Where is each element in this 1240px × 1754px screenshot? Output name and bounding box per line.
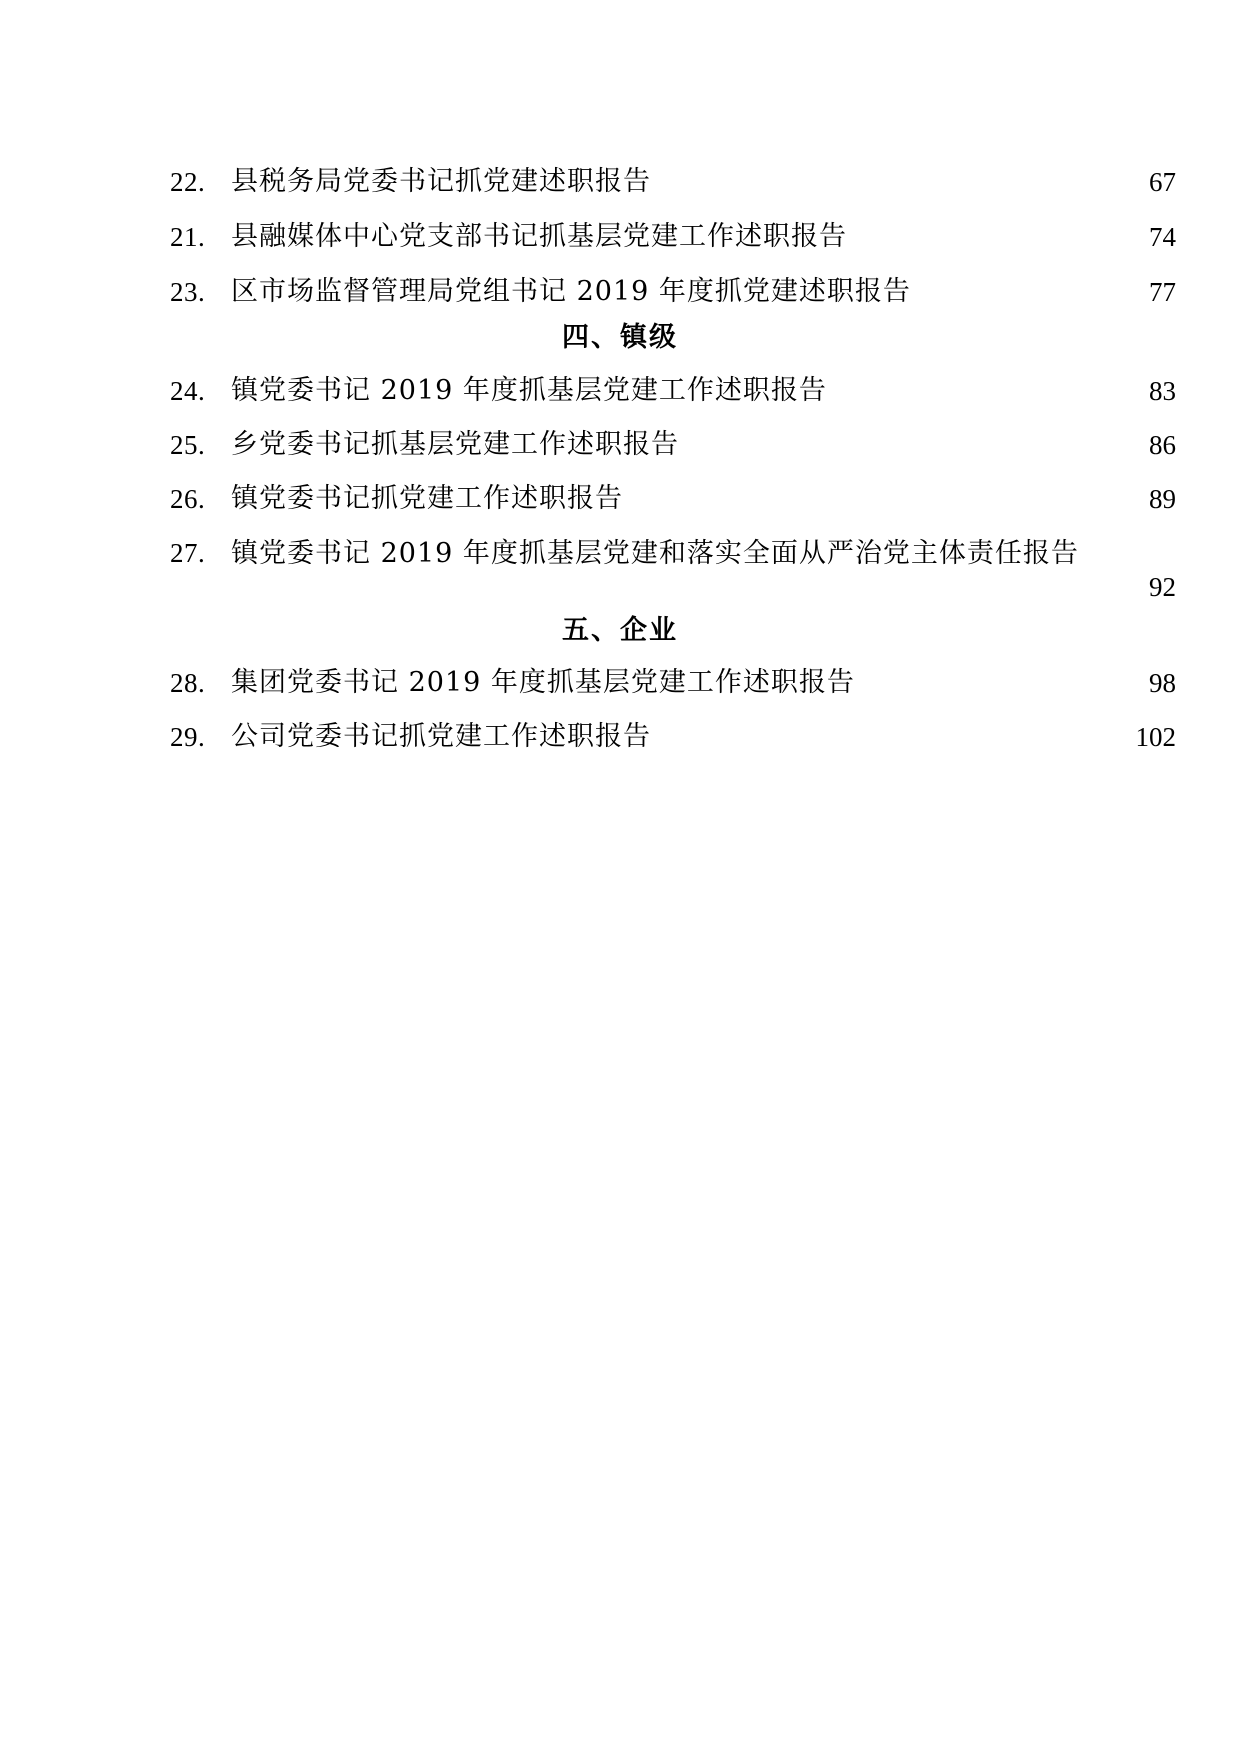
entry-title: 区市场监督管理局党组书记 2019 年度抓党建述职报告 xyxy=(231,276,911,307)
entry-number: 21. xyxy=(170,222,206,252)
entry-title: 集团党委书记 2019 年度抓基层党建工作述职报告 xyxy=(231,667,855,698)
entry-page-number: 89 xyxy=(1149,484,1176,514)
entry-page-number: 77 xyxy=(1149,277,1176,307)
entry-page-number: 98 xyxy=(1149,668,1176,698)
entry-title: 镇党委书记抓党建工作述职报告 xyxy=(231,483,623,514)
entry-page-number: 74 xyxy=(1149,222,1176,252)
entry-title: 县融媒体中心党支部书记抓基层党建工作述职报告 xyxy=(231,221,847,252)
entry-number: 27. xyxy=(170,538,206,568)
entry-number: 22. xyxy=(170,167,206,197)
entry-page-number: 92 xyxy=(1149,572,1176,602)
entry-title: 镇党委书记 2019 年度抓基层党建工作述职报告 xyxy=(231,375,827,406)
entry-page-number: 67 xyxy=(1149,167,1176,197)
entry-page-number: 83 xyxy=(1149,376,1176,406)
section-heading-town: 四、镇级 xyxy=(562,322,678,353)
entry-number: 29. xyxy=(170,722,206,752)
entry-title: 镇党委书记 2019 年度抓基层党建和落实全面从严治党主体责任报告 xyxy=(231,538,1079,569)
entry-title: 乡党委书记抓基层党建工作述职报告 xyxy=(231,429,679,460)
toc-entry[interactable] xyxy=(170,537,1176,605)
entry-page-number: 102 xyxy=(1135,722,1176,752)
entry-page-number: 86 xyxy=(1149,430,1176,460)
section-heading-enterprise: 五、企业 xyxy=(562,615,678,646)
entry-number: 26. xyxy=(170,484,206,514)
entry-number: 28. xyxy=(170,668,206,698)
entry-number: 23. xyxy=(170,277,206,307)
entry-number: 24. xyxy=(170,376,206,406)
entry-title: 县税务局党委书记抓党建述职报告 xyxy=(231,166,651,197)
entry-number: 25. xyxy=(170,430,206,460)
entry-title: 公司党委书记抓党建工作述职报告 xyxy=(231,721,651,752)
